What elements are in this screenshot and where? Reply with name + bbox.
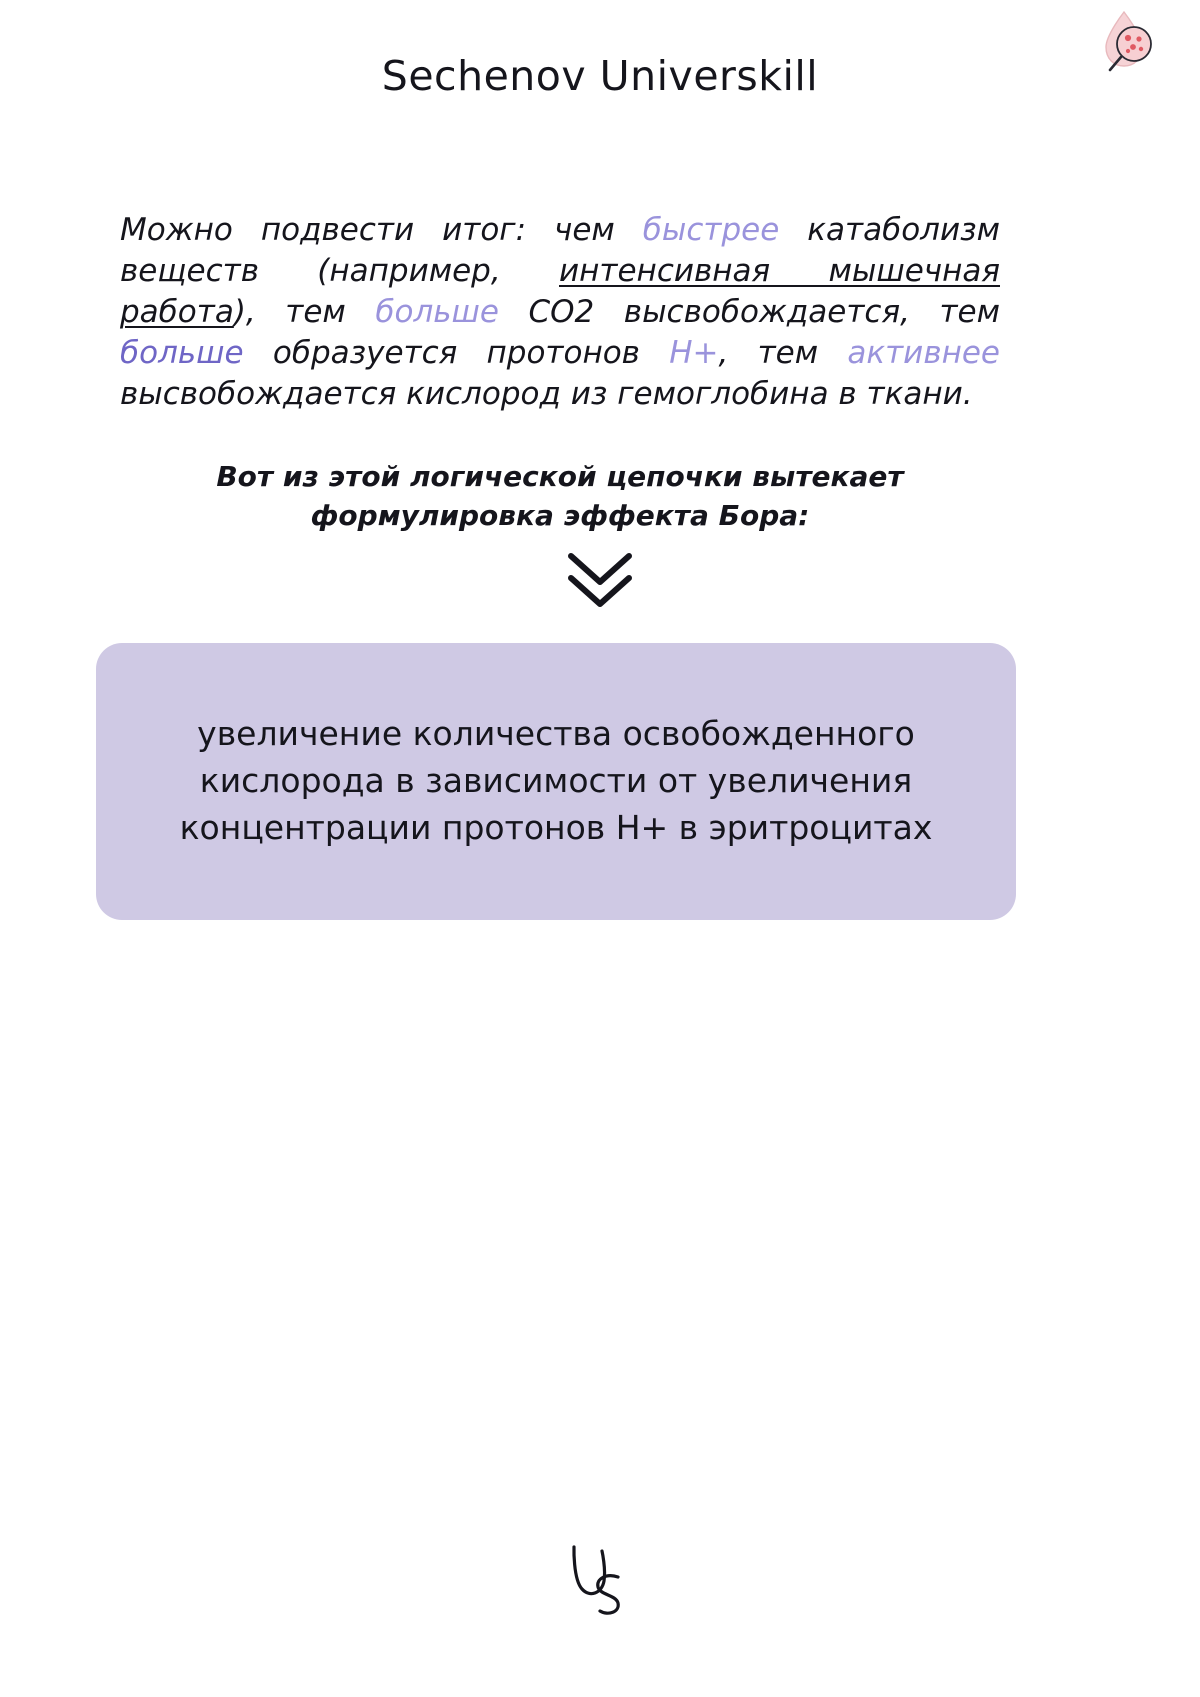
highlight-more-2: больше bbox=[120, 334, 244, 371]
paragraph-segment-4: CO2 высвобождается, тем bbox=[498, 293, 1000, 330]
paragraph-segment-2: катаболизм веществ (например, bbox=[120, 212, 1000, 289]
page-title: Sechenov Universkill bbox=[381, 52, 819, 100]
summary-paragraph bbox=[120, 210, 1000, 415]
main-paragraph-block bbox=[120, 210, 1000, 415]
us-monogram-icon bbox=[0, 1517, 1200, 1637]
definition-card bbox=[96, 643, 1016, 920]
paragraph-segment-7: высвобождается кислород из гемоглобина в ткани. bbox=[120, 375, 973, 412]
chevron-down-icon bbox=[0, 548, 1200, 618]
highlight-more-active: активнее bbox=[847, 334, 1000, 371]
highlight-muscle-work: интенсивная мышечная работа bbox=[120, 252, 1000, 330]
paragraph-segment-1: Можно подвести итог: чем bbox=[120, 212, 643, 248]
paragraph-segment-5: образуется протонов bbox=[243, 334, 670, 371]
paragraph-segment-6: , тем bbox=[718, 334, 848, 371]
definition-text: увеличение количества освобожденного кислорода в зависимости от увеличения концентрации протонов H+ в эритроцитах bbox=[179, 714, 933, 847]
highlight-more-1: больше bbox=[375, 293, 499, 330]
highlight-h-plus: H+ bbox=[669, 334, 719, 371]
lead-in-text: Вот из этой логической цепочки вытекает формулировка эффекта Бора: bbox=[216, 460, 904, 532]
paragraph-segment-3: ), тем bbox=[233, 293, 376, 330]
highlight-faster: быстрее bbox=[642, 212, 780, 248]
